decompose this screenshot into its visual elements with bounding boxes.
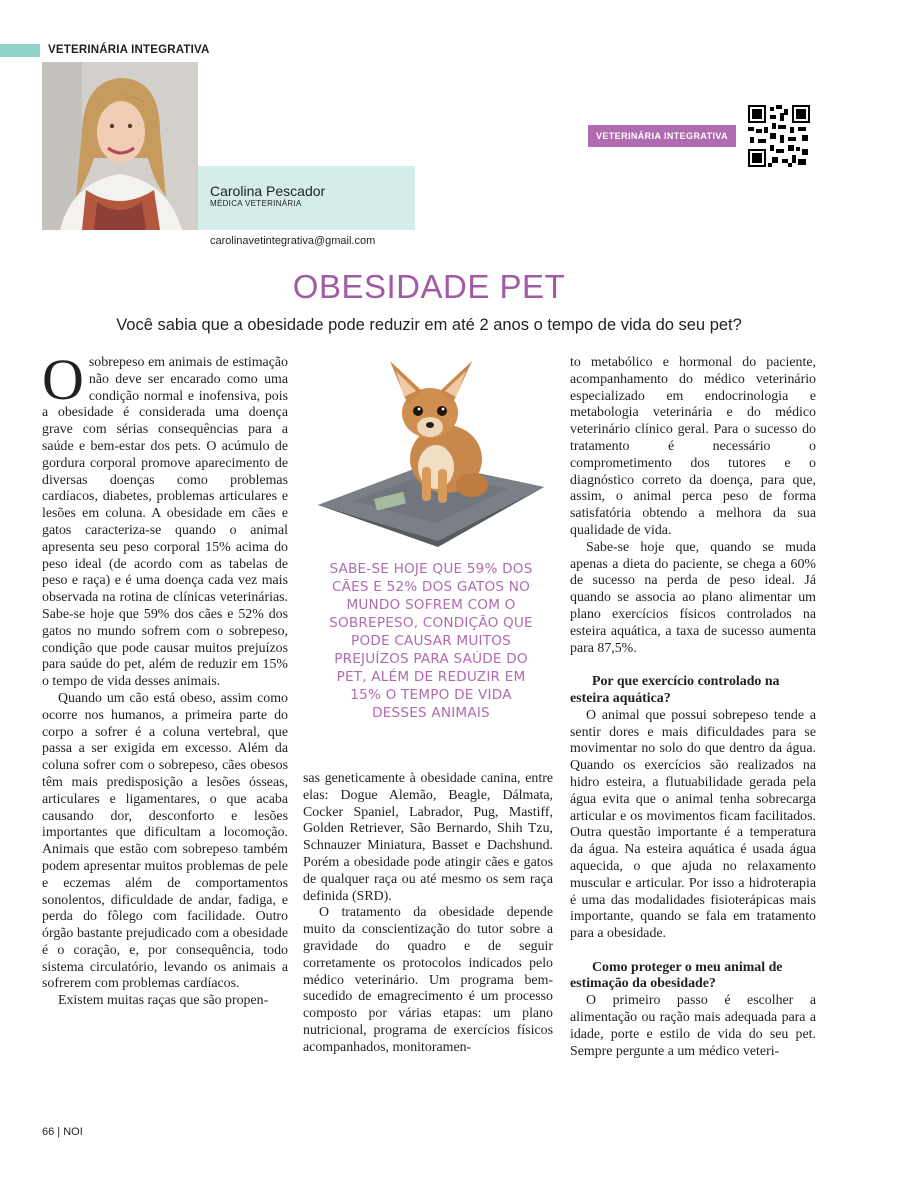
- paragraph: O animal que possui sobrepeso tende a sentir dores e mais dificuldades para se movimentar no solo do que dentro da água. Quando os exercícios são realizados na hidro esteira, a flutuabilidade gerada pela água evita que o animal tenha sobrecarga articular e os movimentos ficam facilitados. Outra questão importante é a temperatura da água. Na esteira aquática é usada água aquecida, o que ajuda no relaxamento muscular e articular. Por isso a hidroterapia é uma das modalidades fisioterápicas mais importante, quando se fala em tratamento para a obesidade.: [570, 707, 816, 942]
- paragraph: O tratamento da obesidade depende muito da conscientização do tutor sobre a gravidade do quadro e de seguir corretamente os protocolos indicados pelo médico veterinário. Um programa bem-sucedido de emagrecimento é um processo composto por várias etapas: um plano nutricional, programa de exercícios físicos acompanhados, monitoramen-: [303, 905, 553, 1055]
- paragraph: Sabe-se hoje que, quando se muda apenas a dieta do paciente, se chega a 60% de sucesso na perda de peso ideal. Já quando se associa ao plano alimentar um plano exercícios físicos controlados na esteira aquática, a taxa de sucesso aumenta para 87,5%.: [570, 539, 816, 656]
- drop-cap: O: [42, 347, 84, 412]
- article-column-1: [42, 347, 288, 1010]
- pull-quote: SABE-SE HOJE QUE 59% DOS CÃES E 52% DOS GATOS NO MUNDO SOFREM COM O SOBREPESO, CONDIÇÃO QUE PODE CAUSAR MUITOS PREJUÍZOS PARA SAÚDE DO PET, ALÉM DE REDUZIR EM 15% O TEMPO DE VIDA DESSES ANIMAIS: [329, 561, 533, 721]
- section-tab-accent: [0, 44, 40, 57]
- author-role: MÉDICA VETERINÁRIA: [210, 199, 302, 208]
- paragraph: sas geneticamente à obesidade canina, entre elas: Dogue Alemão, Beagle, Dálmata, Cocker Spaniel, Labrador, Pug, Mastiff, Golden Retriever, São Bernardo, Shih Tzu, Schnauzer Miniatura, Basset e Dachshund. Porém a obesidade pode atingir cães e gatos de qualquer raça ou até mesmo os sem raça definida (SRD).: [303, 771, 553, 904]
- section-badge: VETERINÁRIA INTEGRATIVA: [588, 125, 736, 147]
- subheading-water-treadmill: Por que exercício controlado na esteira aquática?: [570, 674, 780, 706]
- qr-code-icon[interactable]: [748, 105, 810, 167]
- article-title: OBESIDADE PET: [292, 268, 566, 305]
- author-photo: [42, 62, 198, 230]
- chihuahua-on-scale-image: [312, 355, 548, 547]
- author-email[interactable]: carolinavetintegrativa@gmail.com: [210, 235, 376, 247]
- paragraph: to metabólico e hormonal do paciente, acompanhamento do médico veterinário especializado em endocrinologia e metabologia veterinária e do médico veterinário clínico geral. Para o sucesso do tratamento é necessário o comprometimento dos tutores e o diagnóstico correto da doença, para que, assim, o animal perca peso de forma satisfatória obtendo a melhora da sua qualidade de vida.: [570, 355, 816, 538]
- section-tag: VETERINÁRIA INTEGRATIVA: [48, 44, 210, 56]
- paragraph: Existem muitas raças que são propen-: [58, 993, 269, 1009]
- paragraph: Osobrepeso em animais de estimação não deve ser encarado como uma condição normal e inofensiva, pois a obesidade é considerada uma doença grave com sérias consequências para a saúde e bem-estar dos pets. O acúmulo de gordura corporal promove aparecimento de diversas doenças como problemas cardíacos, diabetes, problemas articulares e lesões em coluna. A obesidade em cães e gatos caracteriza-se quando o animal apresenta seu peso corporal 15% acima do peso ideal (de acordo com as tabelas de peso e raça) e é uma doença cada vez mais observada na rotina de clínicas veterinárias. Sabe-se hoje que 59% dos cães e 52% dos gatos no mundo sofrem com o sobrepeso, condição que pode causar muitos prejuízos para saúde do pet, além de reduzir em 15% o tempo de vida desses animais.: [42, 347, 288, 690]
- paragraph: Quando um cão está obeso, assim como ocorre nos humanos, a primeira parte do corpo a sofrer é a coluna vertebral, que passa a ser exigida em excesso. Além da coluna sofrer com o sobrepeso, cães obesos têm mais predisposição a lesões ósseas, articulares e ligamentares, o que acaba causando dor, desconforto e lesões importantes que dificultam a locomoção. Animais que estão com sobrepeso também podem apresentar muitos problemas de pele e eczemas além de comportamentos sonolentos, dificuldade de andar, fadiga, e perda do fôlego com facilidade. Outro órgão bastante prejudicado com a obesidade é o coração, e, por consequência, todo sistema circulatório, levando os animais a sofrerem com problemas cardíacos.: [42, 690, 288, 992]
- author-name: Carolina Pescador: [210, 183, 326, 199]
- subheading-prevention: Como proteger o meu animal de estimação da obesidade?: [570, 959, 783, 992]
- article-column-3: [570, 355, 816, 1060]
- article-column-2: [303, 771, 553, 1057]
- paragraph: O primeiro passo é escolher a alimentação ou ração mais adequada para a idade, porte e estilo de vida do seu pet. Sempre pergunte a um médico veteri-: [570, 993, 816, 1059]
- page-folio: 66 | NOI: [42, 1126, 83, 1138]
- article-subtitle: Você sabia que a obesidade pode reduzir em até 2 anos o tempo de vida do seu pet?: [116, 316, 742, 334]
